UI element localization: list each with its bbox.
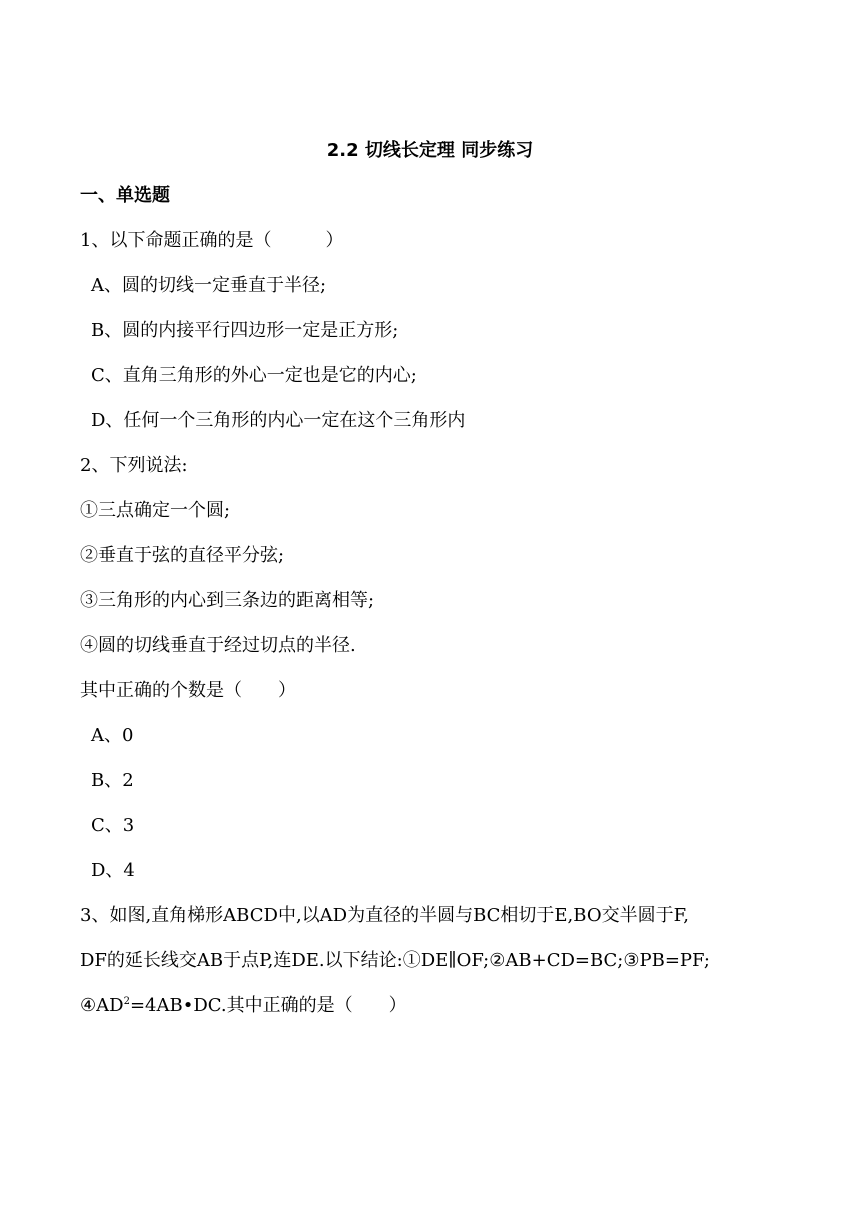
question-3-line-1: 3、如图,直角梯形ABCD中,以AD为直径的半圆与BC相切于E,BO交半圆于F, [80,905,690,926]
question-1-option-a: A、圆的切线一定垂直于半径; [91,275,327,296]
question-3-line-3-suffix: =4AB•DC.其中正确的是（ ） [129,995,407,1016]
page-title: 2.2 切线长定理 同步练习 [326,140,534,161]
section-heading: 一、单选题 [80,185,170,206]
question-3-line-3 [80,994,407,1018]
question-1-option-c: C、直角三角形的外心一定也是它的内心; [91,365,417,386]
question-2-statement-1: ①三点确定一个圆; [80,500,231,521]
question-1-stem: 1、以下命题正确的是（ ） [80,230,344,251]
question-2-question: 其中正确的个数是（ ） [80,680,296,701]
question-3-line-3-prefix: ④AD [80,995,124,1016]
question-2-statement-3: ③三角形的内心到三条边的距离相等; [80,590,375,611]
question-1-option-d: D、任何一个三角形的内心一定在这个三角形内 [91,410,466,431]
question-2-option-c: C、3 [91,815,135,836]
question-2-option-d: D、4 [91,860,135,881]
question-2-stem: 2、下列说法: [80,455,188,476]
question-2-option-b: B、2 [91,770,134,791]
question-3-line-2: DF的延长线交AB于点P,连DE.以下结论:①DE∥OF;②AB+CD=BC;③PB=PF; [80,950,710,971]
question-2-option-a: A、0 [91,725,134,746]
question-2-statement-4: ④圆的切线垂直于经过切点的半径. [80,635,356,656]
question-1-option-b: B、圆的内接平行四边形一定是正方形; [91,320,399,341]
superscript-2: 2 [123,996,130,1007]
question-2-statement-2: ②垂直于弦的直径平分弦; [80,545,285,566]
